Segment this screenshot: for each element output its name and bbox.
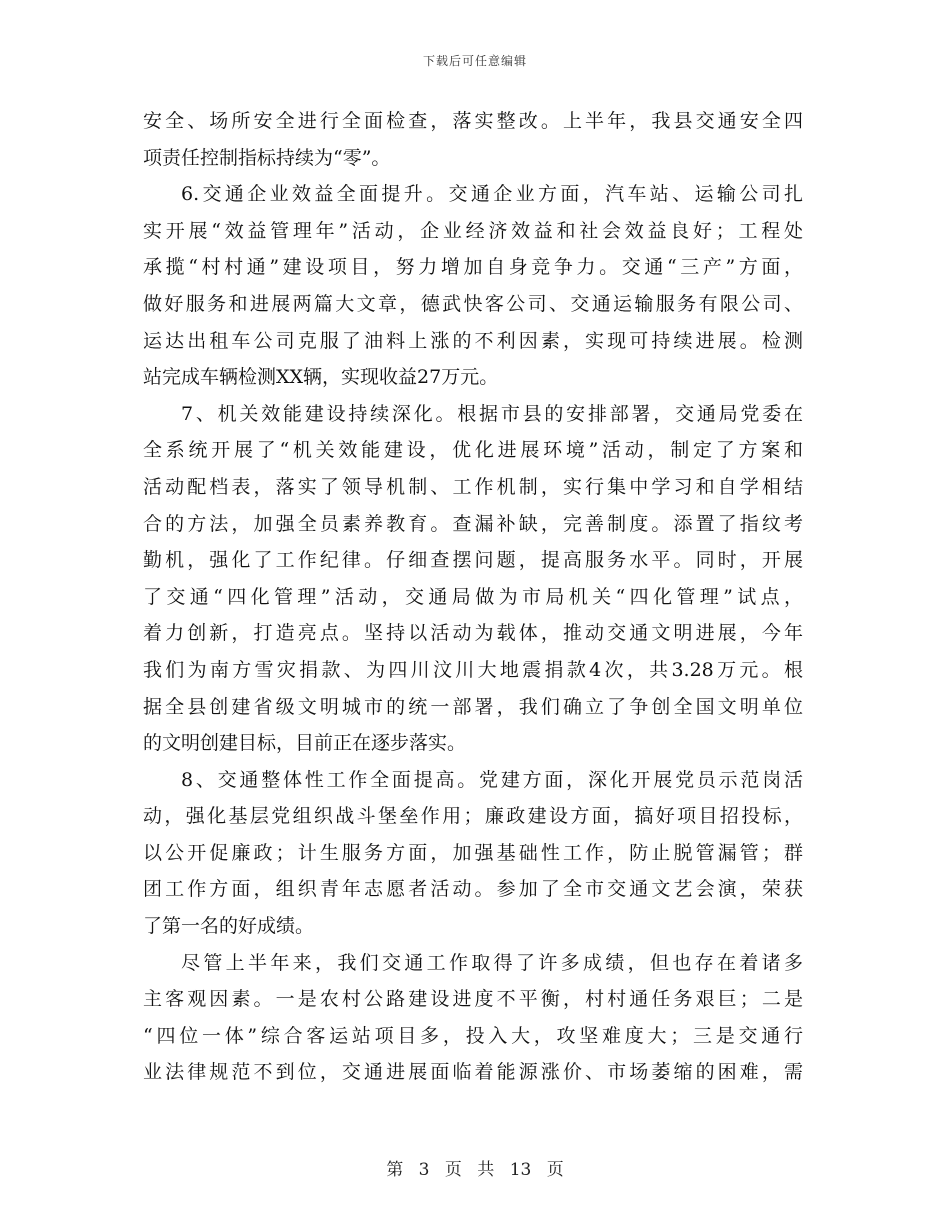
page-header: 下载后可任意编辑 xyxy=(422,54,527,68)
footer-prefix: 第 xyxy=(386,1160,404,1180)
text-line: 做好服务和进展两篇大文章，德武快客公司、交通运输服务有限公司、 xyxy=(143,292,803,315)
footer-suffix: 页 xyxy=(546,1160,564,1180)
text-line: 尽管上半年来，我们交通工作取得了许多成绩，但也存在着诸多 xyxy=(181,951,803,974)
text-line: 承揽“村村通”建设项目，努力增加自身竞争力。交通“三产”方面， xyxy=(143,256,803,279)
text-line: 我们为南方雪灾捐款、为四川汶川大地震捐款4次，共3.28万元。根 xyxy=(143,658,803,681)
text-line: 主客观因素。一是农村公路建设进度不平衡，村村通任务艰巨；二是 xyxy=(143,988,803,1011)
text-line: 据全县创建省级文明城市的统一部署，我们确立了争创全国文明单位 xyxy=(143,695,803,718)
text-line: “四位一体”综合客运站项目多，投入大，攻坚难度大；三是交通行 xyxy=(143,1024,803,1047)
text-line: 合的方法，加强全员素养教育。查漏补缺，完善制度。添置了指纹考 xyxy=(143,512,803,535)
text-line: 动，强化基层党组织战斗堡垒作用；廉政建设方面，搞好项目招投标， xyxy=(143,805,803,828)
text-line: 项责任控制指标持续为“零”。 xyxy=(143,146,391,169)
text-line: 团工作方面，组织青年志愿者活动。参加了全市交通文艺会演，荣获 xyxy=(143,878,803,901)
text-line: 了交通“四化管理”活动，交通局做为市局机关“四化管理”试点， xyxy=(143,585,803,608)
footer-page-number: 3 xyxy=(418,1160,430,1180)
text-line: 7、机关效能建设持续深化。根据市县的安排部署，交通局党委在 xyxy=(181,402,803,425)
footer-total-word: 共 xyxy=(477,1160,495,1180)
text-line: 6.交通企业效益全面提升。交通企业方面，汽车站、运输公司扎 xyxy=(181,183,803,206)
footer-total-pages: 13 xyxy=(509,1160,532,1180)
text-line: 着力创新，打造亮点。坚持以活动为载体，推动交通文明进展，今年 xyxy=(143,622,803,645)
footer-page-word: 页 xyxy=(444,1160,462,1180)
page-footer xyxy=(0,1155,950,1180)
text-line: 的文明创建目标，目前正在逐步落实。 xyxy=(143,732,467,755)
text-line: 勤机，强化了工作纪律。仔细查摆问题，提高服务水平。同时，开展 xyxy=(143,549,803,572)
text-line: 8、交通整体性工作全面提高。党建方面，深化开展党员示范岗活 xyxy=(181,768,803,791)
text-line: 活动配档表，落实了领导机制、工作机制，实行集中学习和自学相结 xyxy=(143,475,803,498)
text-line: 业法律规范不到位，交通进展面临着能源涨价、市场萎缩的困难，需 xyxy=(143,1061,803,1084)
text-line: 全系统开展了“机关效能建设，优化进展环境”活动，制定了方案和 xyxy=(143,439,803,462)
text-line: 实开展“效益管理年”活动，企业经济效益和社会效益良好；工程处 xyxy=(143,219,803,242)
document-body xyxy=(143,103,803,1091)
text-line: 站完成车辆检测XX辆，实现收益27万元。 xyxy=(143,366,499,389)
text-line: 安全、场所安全进行全面检查，落实整改。上半年，我县交通安全四 xyxy=(143,110,803,132)
text-line: 运达出租车公司克服了油料上涨的不利因素，实现可持续进展。检测 xyxy=(143,329,803,352)
text-line: 了第一名的好成绩。 xyxy=(143,915,315,938)
text-line: 以公开促廉政；计生服务方面，加强基础性工作，防止脱管漏管；群 xyxy=(143,841,803,864)
